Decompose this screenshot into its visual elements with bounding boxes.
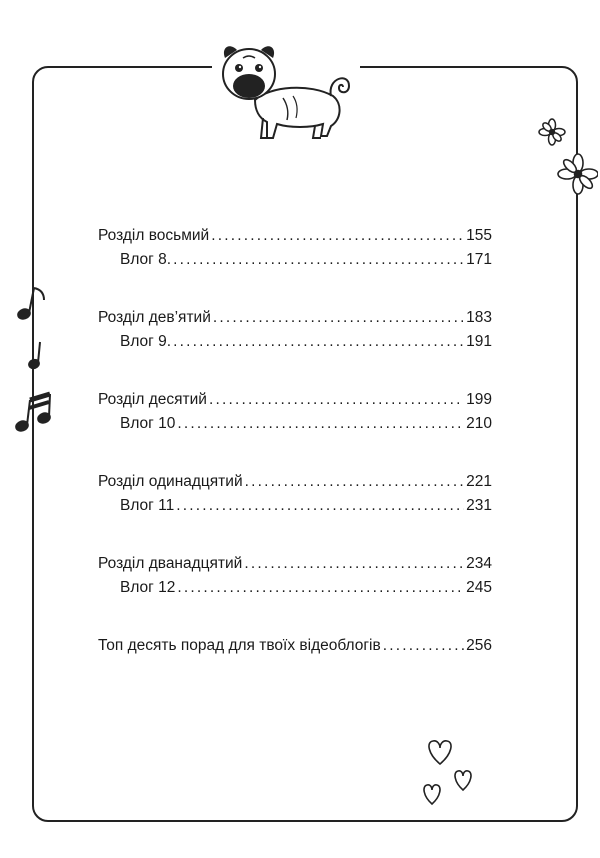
leader-dots: [209, 388, 464, 412]
toc-final-entry: [98, 634, 492, 658]
leader-dots: [177, 576, 464, 600]
flower-icon: [534, 116, 598, 202]
page-number: 245: [466, 579, 492, 596]
leader-dots: [176, 494, 464, 518]
page-number: 210: [466, 415, 492, 432]
leader-dots: [213, 306, 464, 330]
chapter-title: Розділ дев’ятий: [98, 309, 211, 326]
toc-vlog-entry: [98, 412, 492, 436]
toc-group: [98, 470, 492, 518]
page-number: 234: [466, 555, 492, 572]
chapter-title: Розділ десятий: [98, 391, 207, 408]
toc-group: [98, 552, 492, 600]
toc-chapter-entry: [98, 306, 492, 330]
vlog-title: Влог 10: [120, 415, 176, 432]
toc-group: [98, 224, 492, 272]
toc-chapter-entry: [98, 388, 492, 412]
page-number: 191: [466, 333, 492, 350]
music-notes-icon: [8, 282, 60, 442]
toc-chapter-entry: [98, 224, 492, 248]
leader-dots: [245, 470, 465, 494]
toc-vlog-entry: [98, 330, 492, 354]
vlog-title: Влог 9.: [120, 333, 172, 350]
toc-chapter-entry: [98, 552, 492, 576]
toc-vlog-entry: [98, 494, 492, 518]
leader-dots: [383, 634, 464, 658]
pug-illustration: [215, 38, 355, 142]
toc-group: [98, 388, 492, 436]
leader-dots: [244, 552, 464, 576]
chapter-title: Розділ одинадцятий: [98, 473, 243, 490]
page-number: 183: [466, 309, 492, 326]
leader-dots: [177, 412, 464, 436]
leader-dots: [173, 330, 464, 354]
vlog-title: Влог 8.: [120, 251, 172, 268]
chapter-title: Розділ восьмий: [98, 227, 210, 244]
page-number: 199: [466, 391, 492, 408]
toc-vlog-entry: [98, 248, 492, 272]
final-title: Топ десять порад для твоїх відеоблогів: [98, 637, 381, 654]
vlog-title: Влог 12: [120, 579, 176, 596]
page-number: 256: [466, 637, 492, 654]
toc-chapter-entry: [98, 470, 492, 494]
toc-vlog-entry: [98, 576, 492, 600]
page-number: 231: [466, 497, 492, 514]
page-number: 221: [466, 473, 492, 490]
leader-dots: [173, 248, 464, 272]
leader-dots: [211, 224, 464, 248]
page-number: 155: [466, 227, 492, 244]
page-number: 171: [466, 251, 492, 268]
toc-group: [98, 306, 492, 354]
hearts-icon: [418, 738, 482, 808]
vlog-title: Влог 11: [120, 497, 175, 514]
table-of-contents: [98, 224, 492, 658]
chapter-title: Розділ дванадцятий: [98, 555, 243, 572]
